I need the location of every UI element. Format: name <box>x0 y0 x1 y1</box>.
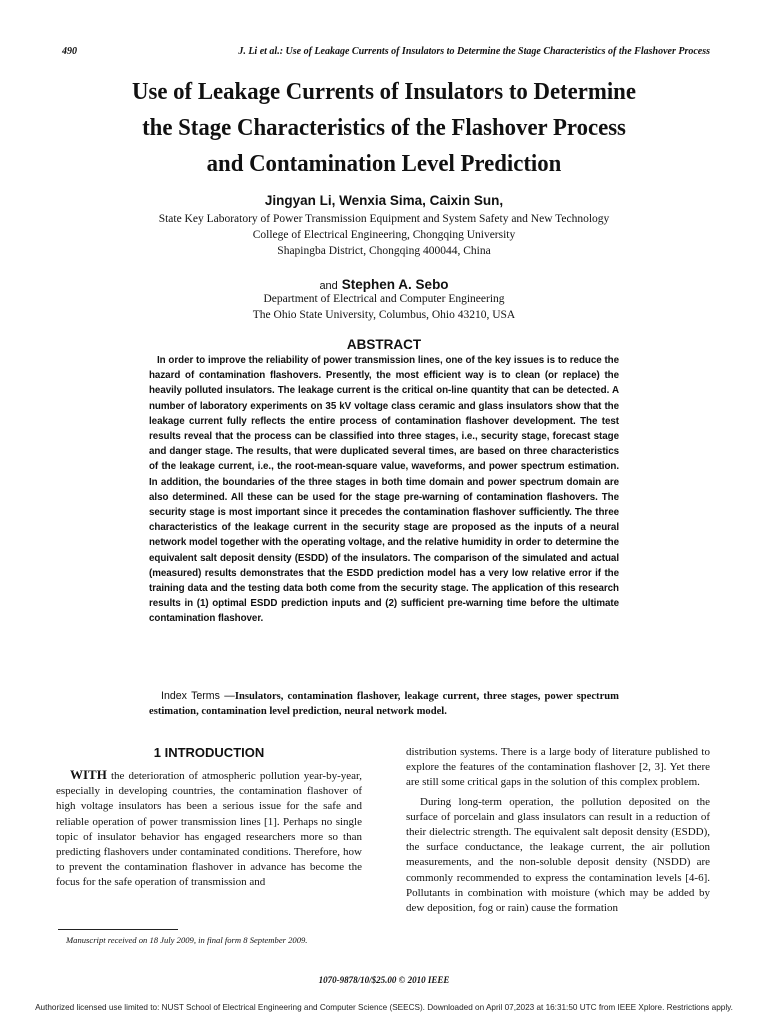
affiliation-1-line-1: State Key Laboratory of Power Transmission Equipment and System Safety and New Technology <box>158 213 610 225</box>
affiliation-1-line-3: Shapingba District, Chongqing 400044, China <box>277 245 491 257</box>
abstract-heading: ABSTRACT <box>346 337 422 352</box>
intro-lead-word: WITH <box>70 767 107 782</box>
title-line-2: the Stage Characteristics of the Flashover Process <box>142 114 626 141</box>
running-head <box>62 46 710 57</box>
affiliation-2 <box>0 291 768 323</box>
paper-title <box>64 74 704 182</box>
affiliation-2-line-1: Department of Electrical and Computer Engineering <box>263 293 505 305</box>
section-heading-introduction: 1 INTRODUCTION <box>153 745 265 760</box>
coauthor-name: Stephen A. Sebo <box>341 277 449 292</box>
affiliation-1 <box>0 211 768 259</box>
coauthor-and: and <box>319 280 338 292</box>
title-line-3: and Contamination Level Prediction <box>206 150 562 177</box>
issn-line: 1070-9878/10/$25.00 © 2010 IEEE <box>318 975 450 985</box>
title-line-1: Use of Leakage Currents of Insulators to Determine <box>132 78 636 105</box>
affiliation-2-line-2: The Ohio State University, Columbus, Ohio 43210, USA <box>252 309 516 321</box>
running-head-title: J. Li et al.: Use of Leakage Currents of Insulators to Determine the Stage Characteristics of the Flashover Process <box>238 46 710 57</box>
left-column <box>56 767 362 891</box>
footnote-divider <box>58 929 178 930</box>
intro-paragraph-2: distribution systems. There is a large body of literature published to explore the features of the contamination flashover [2, 3]. Yet there are still some critical gaps in the solution of this complex problem. <box>406 746 710 789</box>
index-terms <box>149 689 619 719</box>
intro-paragraph-1 <box>56 767 362 891</box>
index-terms-label: Index Terms — <box>161 690 235 702</box>
index-terms-list: Insulators, contamination flashover, leakage current, three stages, power spectrum estimation, contamination level prediction, neural network model. <box>149 691 619 717</box>
page-number: 490 <box>62 46 77 57</box>
affiliation-1-line-2: College of Electrical Engineering, Chongqing University <box>252 229 516 241</box>
authors: Jingyan Li, Wenxia Sima, Caixin Sun, <box>264 193 504 208</box>
intro-paragraph-1-text: the deterioration of atmospheric pollution year-by-year, especially in developing countries, the contamination flashover of high voltage insulators has been a serious issue for the safe and reliable operation of power transmission lines [1]. Perhaps no single topic of insulator behavior has engaged researchers more so than predicting flashovers under contaminated conditions. Therefore, how to prevent the contamination flashover in advance has become the focus for the safe operation of transmission and <box>56 770 362 889</box>
abstract-text: In order to improve the reliability of power transmission lines, one of the key issues is to reduce the hazard of contamination flashovers. Presently, the most efficient way is to clean (or replace) the heavily polluted insulators. The leakage current is the critical on-line quantity that can be detected. A number of laboratory experiments on 35 kV voltage class ceramic and glass insulators show that the leakage current fully reflects the entire process of contamination flashover development. The test results reveal that the process can be classified into three stages, i.e., security stage, forecast stage and danger stage. The results, that were duplicated several times, are based on three characteristics of the leakage current, i.e., the root-mean-square value, waveforms, and power spectrum estimation. In addition, the boundaries of the three stages in both time domain and power spectrum domain are also determined. All these can be used for the stage pre-warning of contamination flashovers. The security stage is most important since it precedes the contamination flashover sufficiently. The three characteristics of the leakage current in the security stage are proposed as the inputs of a neural network model together with the operating voltage, and the relative humidity in order to determine the equivalent salt deposit density (ESDD) of the insulators. The comparison of the simulated and actual (measured) results demonstrates that the ESDD prediction model has a very low relative error if the training data and the testing data both come from the security stage. The application of this research results in (1) optimal ESDD prediction inputs and (2) sufficient pre-warning time before the ultimate contamination flashover. <box>149 355 619 625</box>
license-notice: Authorized licensed use limited to: NUST School of Electrical Engineering and Computer Science (SEECS). Downloaded on April 07,2023 at 16:31:50 UTC from IEEE Xplore. Restrictions apply. <box>35 1003 733 1012</box>
intro-paragraph-3: During long-term operation, the pollution deposited on the surface of porcelain and glass insulators can result in a reduction of their dielectric strength. The equivalent salt deposit density (ESDD), the surface conductance, the leakage current, the air pollution measurements, and the non-soluble deposit density (NSDD) are commonly recommended to express the contamination levels [4-6]. Pollutants in combination with moisture (which may be added by dew deposition, fog or rain) cause the formation <box>406 795 710 915</box>
footnote-manuscript: Manuscript received on 18 July 2009, in final form 8 September 2009. <box>66 935 308 945</box>
right-column <box>406 745 710 916</box>
